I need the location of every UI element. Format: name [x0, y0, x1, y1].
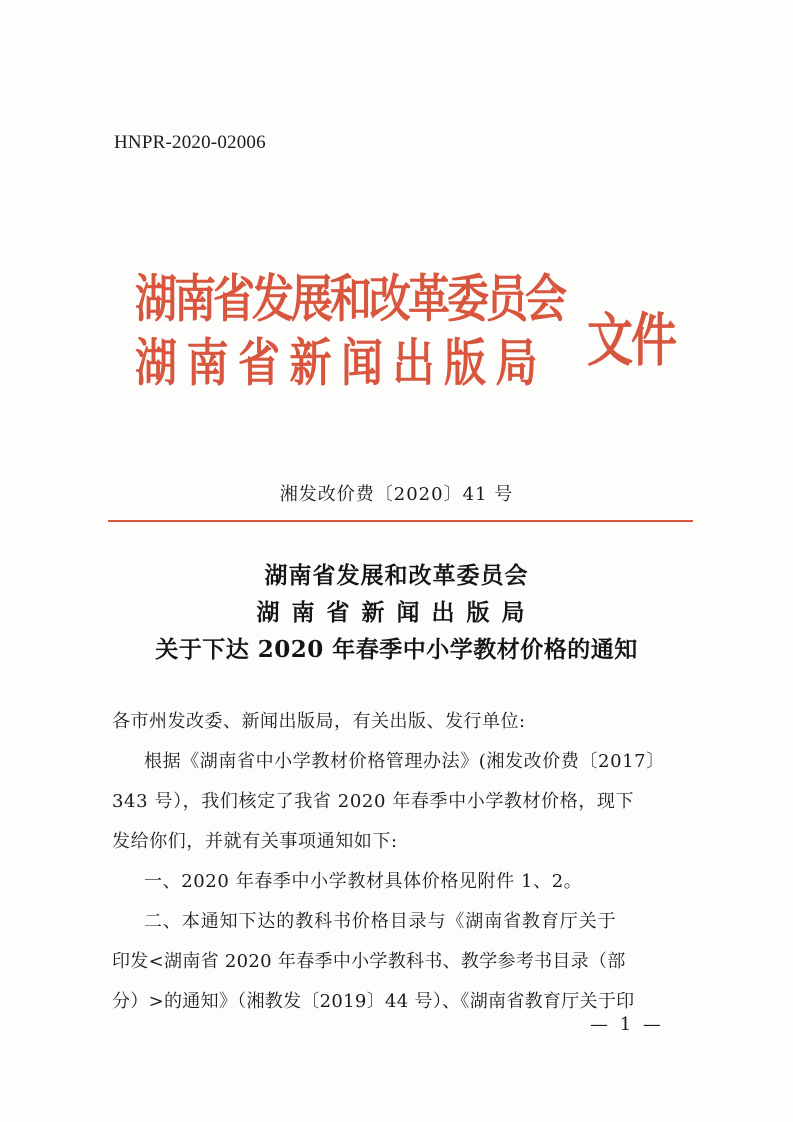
title-line-1: 湖南省发展和改革委员会: [264, 562, 529, 589]
page-number: — 1 —: [590, 1014, 664, 1035]
document-header: [135, 268, 695, 418]
document-code: HNPR-2020-02006: [114, 132, 266, 153]
paragraph-1-line-2: 343 号），我们核定了我省 2020 年春季中小学教材价格，现下: [112, 791, 635, 812]
document-number: 湘发改价费〔2020〕41 号: [279, 484, 514, 505]
salutation: 各市州发改委、新闻出版局，有关出版、发行单位:: [112, 711, 526, 732]
title-line-2: 湖南省新闻出版局: [256, 599, 537, 626]
issuer-name-development-reform: 湖南省发展和改革委员会: [135, 269, 565, 329]
paragraph-1-line-1: 根据《湖南省中小学教材价格管理办法》(湘发改价费〔2017〕: [144, 751, 665, 772]
paragraph-3-line-3: 分）>的通知》（湘教发〔2019〕44 号）、《湖南省教育厅关于印: [112, 991, 635, 1012]
title-line-3: 关于下达 2020 年春季中小学教材价格的通知: [155, 636, 638, 663]
paragraph-2-line-1: 一、2020 年春季中小学教材具体价格见附件 1、2。: [144, 871, 583, 892]
paragraph-3-line-2: 印发<湖南省 2020 年春季中小学教科书、教学参考书目录（部: [112, 951, 626, 972]
paragraph-1-line-3: 发给你们，并就有关事项通知如下:: [112, 831, 398, 852]
issuer-name-press-publication: 湖南省新闻出版局: [135, 333, 548, 393]
paragraph-3-line-1: 二、本通知下达的教科书价格目录与《湖南省教育厅关于: [144, 911, 617, 932]
document-type-label: 文件: [587, 306, 675, 374]
red-separator-line: [108, 520, 693, 522]
